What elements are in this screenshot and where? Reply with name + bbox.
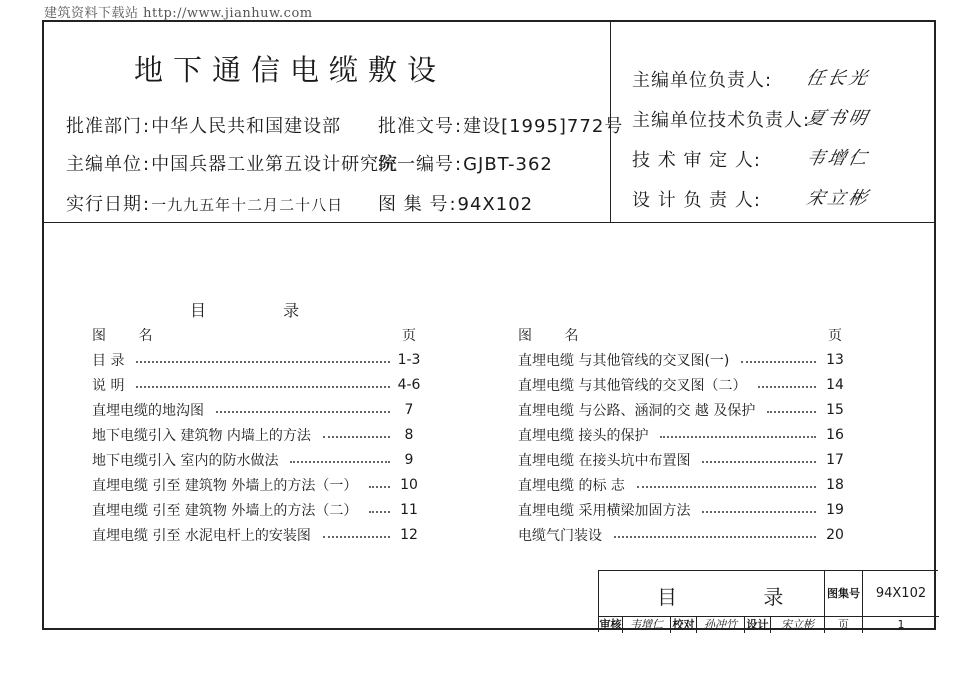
- toc-column-header: 图 名 页: [518, 322, 848, 347]
- design-label: 设计: [745, 617, 771, 633]
- responsible-designer: 设 计 负 责 人: 宋立彬: [632, 186, 761, 212]
- title-block-name: 目 录: [599, 571, 825, 617]
- signature-image: 夏书明: [804, 108, 872, 129]
- toc-entry[interactable]: 地下电缆引入 建筑物 内墙上的方法 8: [92, 426, 414, 444]
- page-label: 页: [825, 617, 863, 633]
- review-label: 审核: [599, 618, 622, 631]
- toc-right-column: [518, 322, 848, 547]
- atlas-number: 图 集 号:94X102: [378, 194, 534, 215]
- check-signature: 孙冲竹: [697, 617, 745, 633]
- toc-entry[interactable]: 直埋电缆 引至 建筑物 外墙上的方法（二） 11: [92, 501, 418, 519]
- toc-entry[interactable]: 地下电缆引入 室内的防水做法 9: [92, 451, 414, 469]
- toc-entry[interactable]: 直埋电缆 与其他管线的交叉图（二） 14: [518, 376, 844, 394]
- toc-entry[interactable]: 直埋电缆 与公路、涵洞的交 越 及保护 15: [518, 401, 844, 419]
- toc-entry[interactable]: 直埋电缆 引至 水泥电杆上的安装图 12: [92, 526, 418, 544]
- toc-entry[interactable]: 直埋电缆 与其他管线的交叉图(一) 13: [518, 351, 844, 369]
- toc-column-header: 图 名 页: [92, 322, 422, 347]
- title-block: [598, 570, 938, 632]
- toc-entry[interactable]: 直埋电缆 引至 建筑物 外墙上的方法（一） 10: [92, 476, 418, 494]
- toc-entry[interactable]: 直埋电缆 采用横梁加固方法 19: [518, 501, 844, 519]
- unified-number: 统一编号:GJBT-362: [378, 154, 553, 175]
- page-title: 地下通信电缆敷设: [134, 53, 447, 87]
- review-signature: 韦增仁: [623, 617, 671, 633]
- approval-dept: 批准部门:中华人民共和国建设部: [66, 116, 342, 137]
- design-signature: 宋立彬: [771, 617, 825, 633]
- toc-entry[interactable]: 电缆气门装设 20: [518, 526, 844, 544]
- toc-left-column: [92, 322, 422, 547]
- editor-unit: 主编单位:中国兵器工业第五设计研究院: [66, 154, 399, 175]
- responsible-tech-lead: 主编单位技术负责人: 夏书明: [632, 106, 810, 132]
- drawing-frame: [42, 20, 936, 630]
- approval-doc: 批准文号:建设[1995]772号: [378, 116, 624, 137]
- effective-date: 实行日期:一九九五年十二月二十八日: [66, 194, 344, 215]
- toc-entry[interactable]: 说 明 4-6: [92, 376, 421, 394]
- title-block-atlas-label: 图集号: [825, 571, 863, 617]
- toc-entry[interactable]: 直埋电缆 在接头坑中布置图 17: [518, 451, 844, 469]
- responsible-reviewer: 技 术 审 定 人: 韦增仁: [632, 146, 761, 172]
- title-block-atlas-number: 94X102: [863, 571, 939, 617]
- watermark: 建筑资料下载站 http://www.jianhuw.com: [44, 6, 313, 21]
- responsible-chief-editor: 主编单位负责人: 任长光: [632, 66, 772, 92]
- signature-image: 宋立彬: [804, 188, 872, 209]
- page-number: 1: [897, 618, 905, 631]
- header-divider: [44, 222, 934, 223]
- toc-entry[interactable]: 直埋电缆 的标 志 18: [518, 476, 844, 494]
- toc-entry[interactable]: 直埋电缆的地沟图 7: [92, 401, 414, 419]
- toc-entry[interactable]: 直埋电缆 接头的保护 16: [518, 426, 844, 444]
- toc-heading: 目 录: [190, 301, 336, 320]
- toc-entry[interactable]: 目 录 1-3: [92, 351, 421, 369]
- signature-image: 韦增仁: [804, 148, 872, 169]
- signature-image: 任长光: [804, 68, 872, 89]
- check-label: 校对: [671, 617, 697, 633]
